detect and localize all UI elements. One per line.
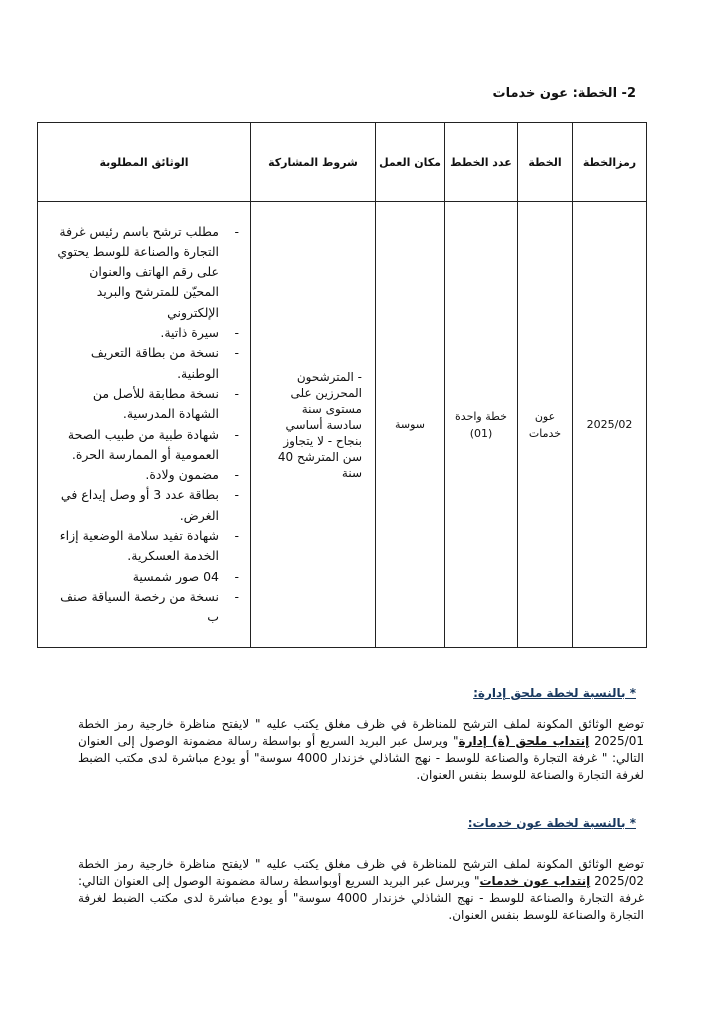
cell-place: سوسة — [376, 202, 445, 648]
table-header-row — [38, 123, 647, 202]
cell-plan-line1: عون — [534, 409, 556, 423]
cell-documents — [38, 202, 251, 648]
conditions-text: - المترشحون المحرزين على مستوى سنة سادسة أساسي بنجاح - لا يتجاوز سن المترشح 40 سنة — [277, 369, 362, 480]
header-documents: الوثائق المطلوبة — [38, 123, 251, 202]
list-item: - نسخة من رخصة السياقة صنف ب — [53, 587, 239, 628]
list-item: - نسخة من بطاقة التعريف الوطنية. — [53, 343, 239, 384]
documents-list — [39, 222, 249, 628]
section2-title: * بالنسبة لخطة عون خدمات: — [467, 816, 636, 830]
list-item: - شهادة تفيد سلامة الوضعية إزاء الخدمة العسكرية. — [53, 526, 239, 567]
plan-table — [37, 122, 647, 648]
section2-text-after: " ويرسل عبر البريد السريع أوبواسطة رسالة مضمونة الوصول إلى العنوان التالي: غرفة التجارة والصناعة للوسط - نهج الشاذلي خزندار 4000 سوسة" أو يودع مباشرة لدى مكتب الضبط لغرفة التجارة والصناعة للوسط بنفس العنوان. — [78, 874, 644, 922]
section2-paragraph — [78, 856, 644, 924]
section2-text-before: توضع الوثائق المكونة لملف الترشح للمناظرة في ظرف مغلق يكتب عليه " لايفتح مناظرة خارجية رمز الخطة 2025/02 — [78, 857, 644, 888]
section1-text-after: " ويرسل عبر البريد السريع أو بواسطة رسالة مضمونة الوصول إلى العنوان التالي: " غرفة التجارة والصناعة للوسط - نهج الشاذلي خزندار 4000 سوسة" أو يودع مباشرة لدى مكتب الضبط لغرفة التجارة والصناعة للوسط بنفس العنوان. — [78, 734, 644, 782]
header-count: عدد الخطط — [445, 123, 518, 202]
list-item: - سيرة ذاتية. — [53, 323, 239, 343]
list-item: - 04 صور شمسية — [53, 567, 239, 587]
cell-code: 2025/02 — [573, 202, 647, 648]
list-item: - نسخة مطابقة للأصل من الشهادة المدرسية. — [53, 384, 239, 425]
header-code: رمزالخطة — [573, 123, 647, 202]
cell-plan-line2: خدمات — [528, 426, 562, 440]
cell-count-line1: خطة واحدة — [455, 409, 507, 423]
cell-count-line2: (01) — [469, 426, 493, 440]
list-item: - مطلب ترشح باسم رئيس غرفة التجارة والصناعة للوسط يحتوي على رقم الهاتف والعنوان المحيّن للمترشح والبريد الإلكتروني — [53, 222, 239, 323]
header-plan: الخطة — [518, 123, 573, 202]
table-row — [38, 202, 647, 648]
list-item: - بطاقة عدد 3 أو وصل إيداع في الغرض. — [53, 485, 239, 526]
cell-plan — [518, 202, 573, 648]
cell-conditions — [251, 202, 376, 648]
section1-title: * بالنسبة لخطة ملحق إدارة: — [473, 686, 636, 700]
section2-bold: إنتداب عون خدمات — [479, 874, 591, 888]
header-conditions: شروط المشاركة — [251, 123, 376, 202]
list-item: - شهادة طبية من طبيب الصحة العمومية أو الممارسة الحرة. — [53, 425, 239, 466]
section1-bold: إنتداب ملحق (ة) إدارة — [458, 734, 590, 748]
section-heading: 2- الخطة: عون خدمات — [492, 86, 636, 101]
section1-paragraph — [78, 716, 644, 784]
cell-count — [445, 202, 518, 648]
list-item: - مضمون ولادة. — [53, 465, 239, 485]
section1-text-before: توضع الوثائق المكونة لملف الترشح للمناظرة في ظرف مغلق يكتب عليه " لايفتح مناظرة خارجية رمز الخطة 2025/01 — [78, 717, 644, 748]
header-place: مكان العمل — [376, 123, 445, 202]
